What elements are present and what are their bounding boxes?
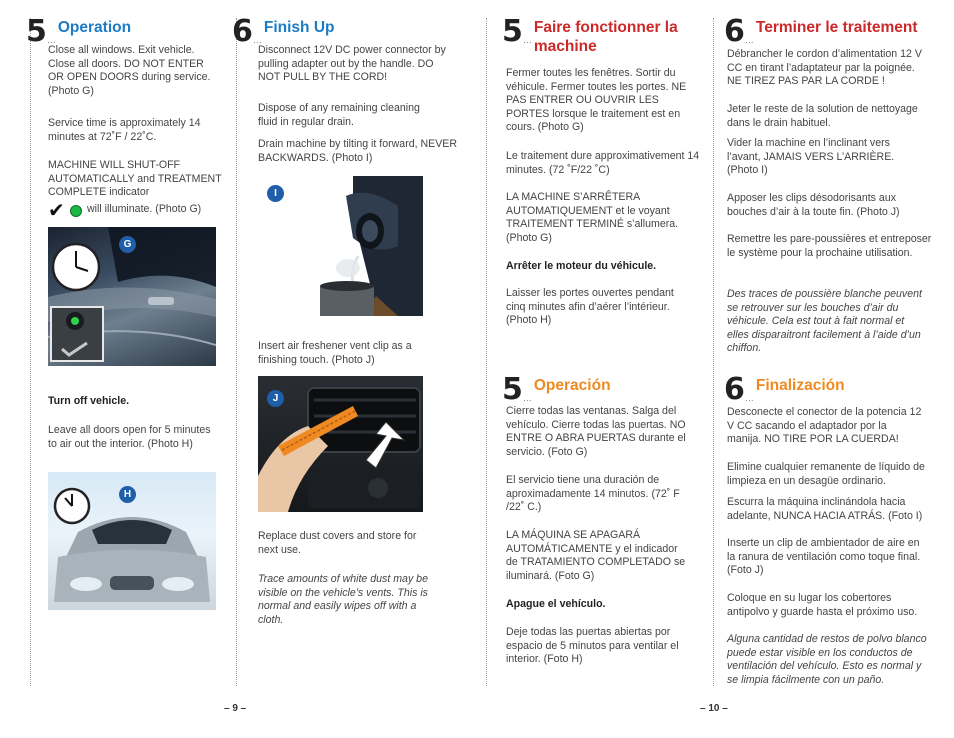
photo-h xyxy=(48,472,216,610)
es-finish-p1: Desconecte el conector de la potencia 12 V CC sacando el adaptador por la manija. NO TIRE POR LA CUERDA! xyxy=(727,406,922,446)
fr-finish-p5: Remettre les pare-poussières et entreposer le système pour la prochaine utilisation. xyxy=(727,233,932,259)
fr-operation-p4: Arrêter le moteur du véhicule. xyxy=(506,260,657,272)
fr-finish-p4: Apposer les clips désodorisants aux bouches d’air à la toute fin. (Photo J) xyxy=(727,192,900,218)
step-dots: … xyxy=(252,35,262,45)
section-title: Finish Up xyxy=(263,19,335,36)
fr-finish-heading xyxy=(724,14,918,49)
en-operation-p5: Leave all doors open for 5 minutes to air out the interior. (Photo H) xyxy=(48,424,211,450)
en-operation-heading xyxy=(26,14,132,49)
fr-finish-p1: Débrancher le cordon d’alimentation 12 V CC en tirant l’adaptateur par la poignée. NE TIREZ PAS PAR LA CORDE ! xyxy=(727,48,922,88)
clock-icon xyxy=(55,489,89,523)
step-dots: … xyxy=(522,35,532,45)
es-finish-p2: Elimine cualquier remanente de líquido de limpieza en un desagüe ordinario. xyxy=(727,461,925,487)
fr-finish-p3: Vider la machine en l’inclinant vers l’avant, JAMAIS VERS L’ARRIÈRE. (Photo I) xyxy=(727,137,895,177)
indicator-light-icon xyxy=(70,205,82,217)
step-number: 5 xyxy=(502,372,523,407)
en-operation-p3: MACHINE WILL SHUT-OFF AUTOMATICALLY and TREATMENT COMPLETE indicator xyxy=(48,159,222,199)
fr-operation-p3: LA MACHINE S’ARRÊTERA AUTOMATIQUEMENT et le voyant TRAITEMENT TERMINÉ s’allumera. (Photo G) xyxy=(506,191,679,244)
clock-icon xyxy=(53,244,99,290)
fr-finish-p6: Des traces de poussière blanche peuvent se retrouver sur les bouches d’air du véhicule. Cela est tout à fait normal et elles disparaitront facilement à l’aide d’un chiffon. xyxy=(727,288,922,355)
section-title: Faire fonctionner la machine xyxy=(533,19,678,55)
step-dots: … xyxy=(46,35,56,45)
step-number: 5 xyxy=(502,14,523,49)
en-finish-heading xyxy=(232,14,335,49)
column-divider-left xyxy=(30,18,31,686)
photo-i-label: I xyxy=(267,185,284,202)
section-title: Operation xyxy=(57,19,132,36)
fr-operation-p5: Laisser les portes ouvertes pendant cinq minutes afin d’aérer l’intérieur. (Photo H) xyxy=(506,287,674,327)
step-dots: … xyxy=(522,393,532,403)
en-finish-p6: Trace amounts of white dust may be visible on the vehicle’s vents. This is normal and easily wipes off with a cloth. xyxy=(258,573,428,626)
step-dots: … xyxy=(744,35,754,45)
section-title: Terminer le traitement xyxy=(755,19,918,36)
en-operation-p1: Close all windows. Exit vehicle. Close all doors. DO NOT ENTER OR OPEN DOORS during service. (Photo G) xyxy=(48,44,211,97)
column-divider-middle-left xyxy=(236,18,237,686)
step-number: 6 xyxy=(232,14,253,49)
es-finish-p6: Alguna cantidad de restos de polvo blanco puede estar visible en los conductos de ventilación del vehículo. Esto es normal y se limpia fácilmente con un paño. xyxy=(727,633,927,686)
photo-g xyxy=(48,227,216,366)
photo-j xyxy=(258,376,423,512)
en-operation-p4: Turn off vehicle. xyxy=(48,395,130,407)
page-number-left: – 9 – xyxy=(224,703,247,714)
section-title: Operación xyxy=(533,377,611,394)
photo-h-label: H xyxy=(119,486,136,503)
en-finish-p1: Disconnect 12V DC power connector by pulling adapter out by the handle. DO NOT PULL BY THE CORD! xyxy=(258,44,446,84)
fr-operation-p2: Le traitement dure approximativement 14 minutes. (72 ˚F/22 ˚C) xyxy=(506,150,700,176)
photo-i xyxy=(258,176,423,316)
es-finish-heading xyxy=(724,372,845,407)
en-operation-p2: Service time is approximately 14 minutes at 72˚F / 22˚C. xyxy=(48,117,201,143)
es-operation-p3: LA MÁQUINA SE APAGARÁ AUTOMÁTICAMENTE y el indicador de TRATAMIENTO COMPLETADO se iluminará. (Foto G) xyxy=(506,529,686,582)
fr-operation-p1: Fermer toutes les fenêtres. Sortir du véhicule. Fermer toutes les portes. NE PAS ENTRER OU OUVRIR LES PORTES lorsque le traitement est en cours. (Photo G) xyxy=(506,67,687,134)
fr-finish-p2: Jeter le reste de la solution de nettoyage dans le drain habituel. xyxy=(727,103,918,129)
check-mark-icon: ✔ xyxy=(48,198,65,222)
photo-g-label: G xyxy=(119,236,136,253)
es-finish-p5: Coloque en su lugar los cobertores antipolvo y guarde hasta el próximo uso. xyxy=(727,592,918,618)
es-finish-p4: Inserte un clip de ambientador de aire en la ranura de ventilación como toque final. (Foto J) xyxy=(727,537,921,577)
es-operation-p2: El servicio tiene una duración de aproximadamente 14 minutos. (72˚ F /22˚ C.) xyxy=(506,474,680,514)
en-operation-p3b: will illuminate. (Photo G) xyxy=(87,203,202,215)
es-operation-p1: Cierre todas las ventanas. Salga del vehículo. Cierre todas las puertas. NO ENTRE O ABRA PUERTAS durante el servicio. (Foto G) xyxy=(506,405,686,458)
section-title: Finalización xyxy=(755,377,845,394)
es-operation-p4: Apague el vehículo. xyxy=(506,598,606,610)
column-divider-center xyxy=(486,18,487,686)
es-operation-heading xyxy=(502,372,611,407)
en-finish-p5: Replace dust covers and store for next use. xyxy=(258,530,417,556)
page-number-right: – 10 – xyxy=(700,703,728,714)
step-dots: … xyxy=(744,393,754,403)
es-finish-p3: Escurra la máquina inclinándola hacia adelante, NUNCA HACIA ATRÁS. (Foto I) xyxy=(727,496,923,522)
fr-operation-heading xyxy=(502,14,699,56)
es-operation-p5: Deje todas las puertas abiertas por espacio de 5 minutos para ventilar el interior. (Foto H) xyxy=(506,626,679,666)
column-divider-right xyxy=(713,18,714,686)
step-number: 5 xyxy=(26,14,47,49)
step-number: 6 xyxy=(724,372,745,407)
en-finish-p3: Drain machine by tilting it forward, NEVER BACKWARDS. (Photo I) xyxy=(258,138,458,164)
step-number: 6 xyxy=(724,14,745,49)
en-finish-p2: Dispose of any remaining cleaning fluid in regular drain. xyxy=(258,102,420,128)
en-finish-p4: Insert air freshener vent clip as a finishing touch. (Photo J) xyxy=(258,340,412,366)
photo-j-label: J xyxy=(267,390,284,407)
